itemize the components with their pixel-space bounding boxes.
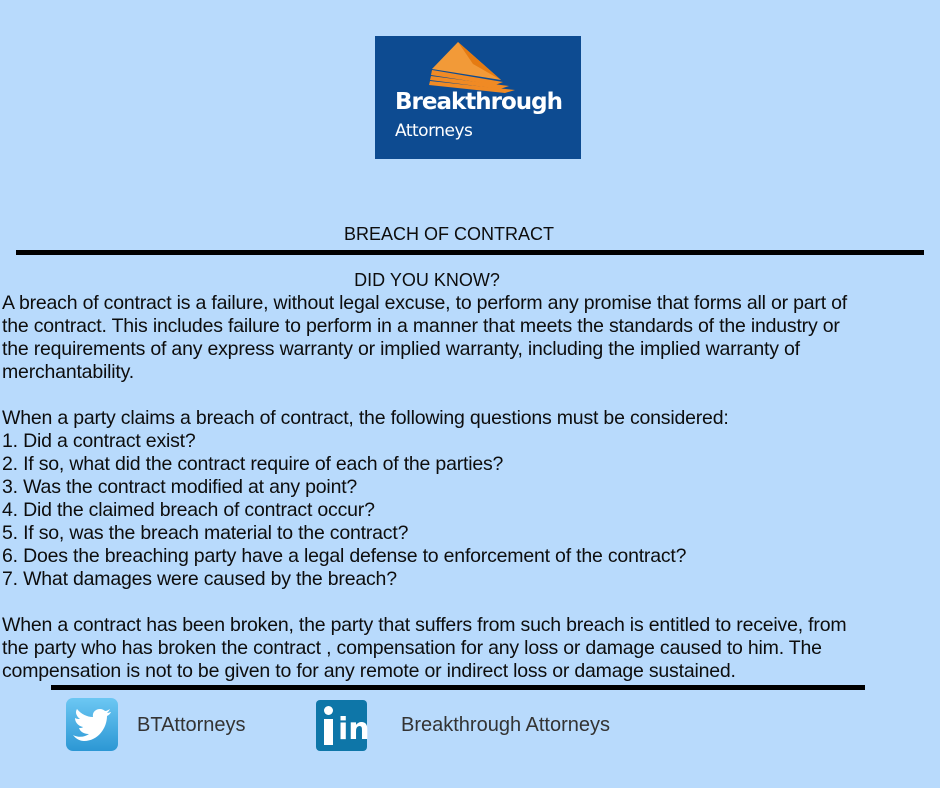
intro-line: the requirements of any express warranty or implied warranty, including the implied warranty of bbox=[2, 338, 800, 360]
linkedin-glyph: in bbox=[338, 712, 370, 747]
paragraph-gap bbox=[2, 591, 922, 614]
intro-line: the contract. This includes failure to perform in a manner that meets the standards of the industry or bbox=[2, 315, 840, 337]
divider-bottom bbox=[51, 685, 865, 690]
section-subtitle: DID YOU KNOW? bbox=[354, 270, 500, 290]
paragraph-gap bbox=[2, 384, 922, 407]
linkedin-name[interactable]: Breakthrough Attorneys bbox=[401, 714, 611, 736]
question-item: 1. Did a contract exist? bbox=[2, 430, 196, 452]
intro-line: merchantability. bbox=[2, 361, 134, 383]
linkedin-stem bbox=[324, 719, 333, 745]
question-item: 5. If so, was the breach material to the contract? bbox=[2, 522, 409, 544]
conclusion-line: When a contract has been broken, the party that suffers from such breach is entitled to receive, from bbox=[2, 614, 847, 636]
divider-top bbox=[16, 250, 924, 255]
logo-name: Breakthrough bbox=[395, 89, 563, 115]
article-body bbox=[2, 292, 922, 683]
questions-intro: When a party claims a breach of contract, the following questions must be considered: bbox=[2, 407, 729, 429]
question-item: 7. What damages were caused by the breach? bbox=[2, 568, 397, 590]
question-item: 4. Did the claimed breach of contract occur? bbox=[2, 499, 375, 521]
linkedin-dot bbox=[324, 706, 333, 715]
twitter-bird-icon[interactable] bbox=[66, 698, 118, 751]
twitter-handle[interactable]: BTAttorneys bbox=[137, 714, 246, 736]
question-item: 2. If so, what did the contract require of each of the parties? bbox=[2, 453, 504, 475]
conclusion-line: the party who has broken the contract , compensation for any loss or damage caused to him. The bbox=[2, 637, 822, 659]
logo-subtitle: Attorneys bbox=[395, 121, 473, 141]
linkedin-icon[interactable] bbox=[316, 700, 370, 751]
question-item: 6. Does the breaching party have a legal defense to enforcement of the contract? bbox=[2, 545, 687, 567]
breakthrough-logo bbox=[375, 36, 581, 159]
question-item: 3. Was the contract modified at any point? bbox=[2, 476, 358, 498]
intro-line: A breach of contract is a failure, without legal excuse, to perform any promise that forms all or part of bbox=[2, 292, 847, 314]
conclusion-line: compensation is not to be given to for any remote or indirect loss or damage sustained. bbox=[2, 660, 736, 682]
page-title: BREACH OF CONTRACT bbox=[343, 224, 554, 244]
